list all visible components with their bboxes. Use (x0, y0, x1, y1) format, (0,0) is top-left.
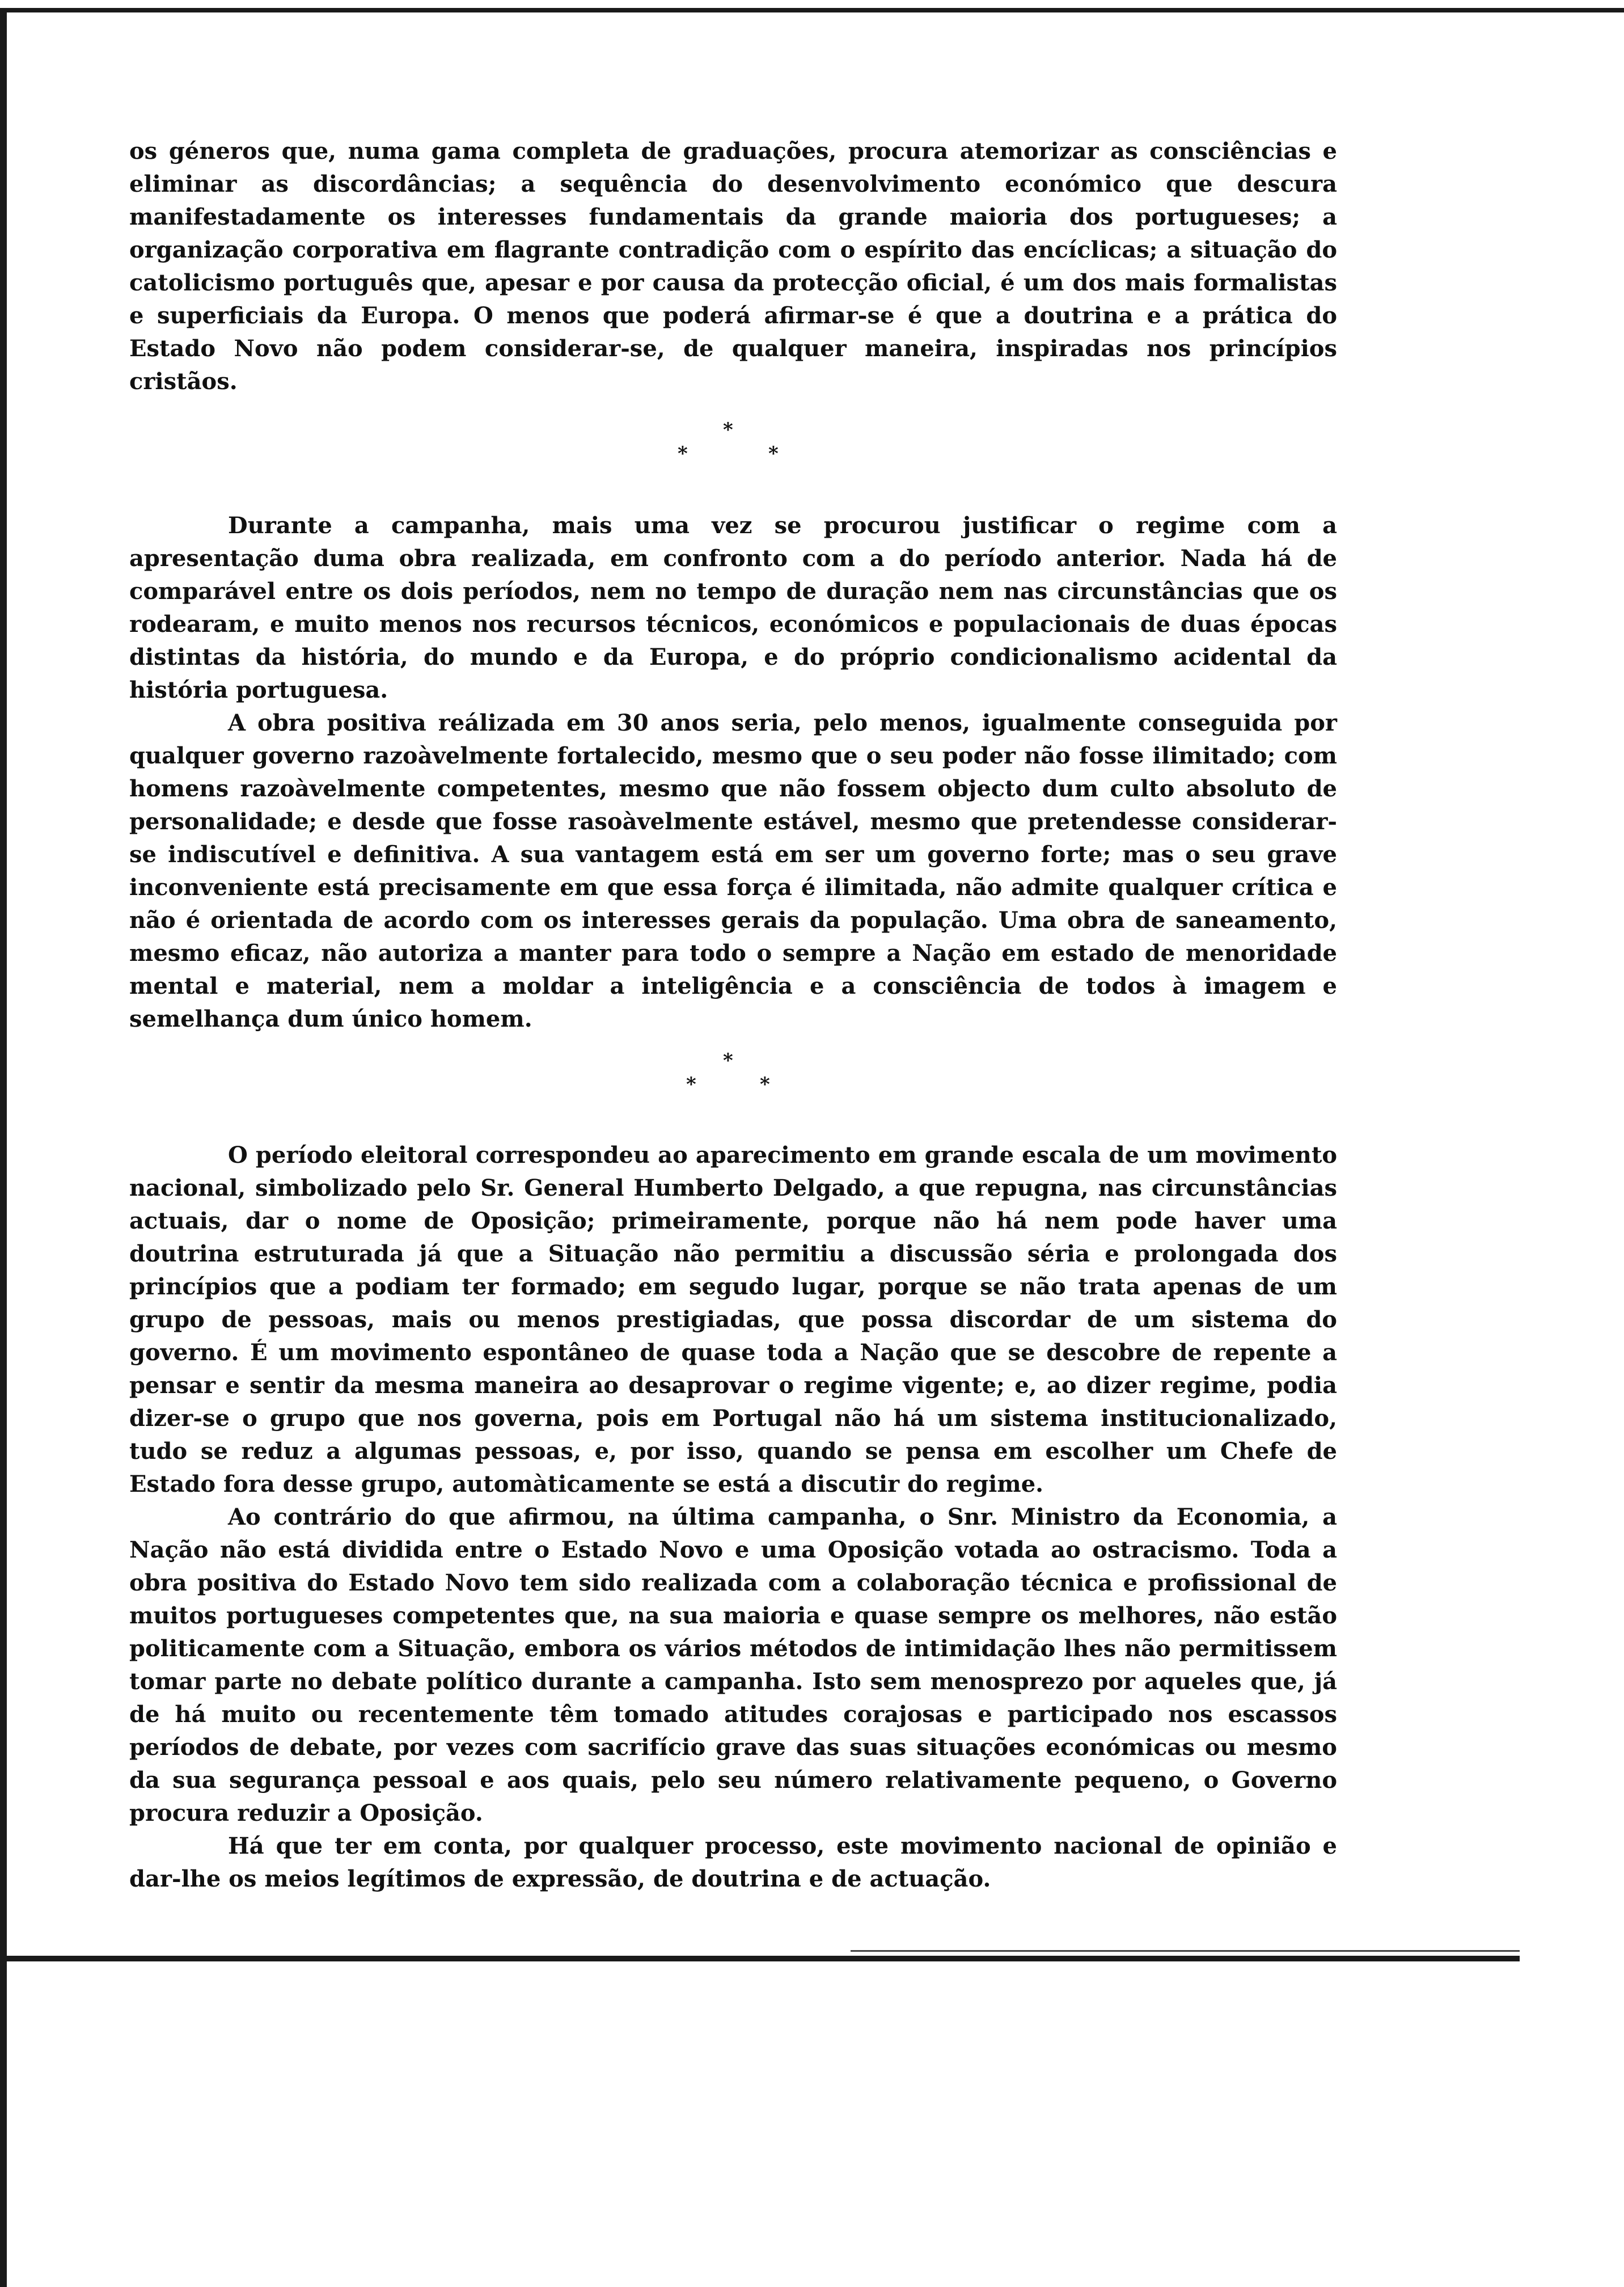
text-block-1 (129, 135, 1337, 398)
paragraph-3: A obra positiva reálizada em 30 anos seria, pelo menos, igualmente conseguida por qualquer governo razoàvelmente fortalecido, mesmo que o seu poder não fosse ilimitado; com homens razoàvelmente competentes, mesmo que não fossem objecto dum culto absoluto de personalidade; e desde que fosse rasoàvelmente estável, mesmo que pretendesse considerar-se indiscutível e definitiva. A sua vantagem está em ser um governo forte; mas o seu grave inconveniente está precisamente em que essa força é ilimitada, não admite qualquer crítica e não é orientada de acordo com os interesses gerais da população. Uma obra de saneamento, mesmo eficaz, não autoriza a manter para todo o sempre a Nação em estado de menoridade mental e material, nem a moldar a inteligência e a consciência de todos à imagem e semelhança dum único homem. (129, 710, 1337, 1032)
paragraph-1: os géneros que, numa gama completa de graduações, procura atemorizar as consciências e eliminar as discordâncias; a sequência do desenvolvimento económico que descura manifestadamente os interesses fundamentais da grande maioria dos portugueses; a organização corporativa em flagrante contradição com o espírito das encíclicas; a situação do catolicismo português que, apesar e por causa da protecção oficial, é um dos mais formalistas e superficiais da Europa. O menos que poderá afirmar-se é que a doutrina e a prática do Estado Novo não podem considerar-se, de qualquer maneira, inspiradas nos princípios cristãos. (129, 138, 1337, 395)
paragraph-6: Há que ter em conta, por qualquer processo, este movimento nacional de opinião e dar-lhe os meios legítimos de expressão, de doutrina e de actuação. (129, 1833, 1337, 1892)
section-separator-2: * * * (686, 1049, 770, 1096)
page-border-bottom (0, 1956, 1520, 1961)
paragraph-5: Ao contrário do que afirmou, na última campanha, o Snr. Ministro da Economia, a Nação não está dividida entre o Estado Novo e uma Oposição votada ao ostracismo. Toda a obra positiva do Estado Novo tem sido realizada com a colaboração técnica e profissional de muitos portugueses competentes que, na sua maioria e quase sempre os melhores, não estão politicamente com a Situação, embora os vários métodos de intimidação lhes não permitissem tomar parte no debate político durante a campanha. Isto sem menosprezo por aqueles que, já de há muito ou recentemente têm tomado atitudes corajosas e participado nos escassos períodos de debate, por vezes com sacrifício grave das suas situações económicas ou mesmo da sua segurança pessoal e aos quais, pelo seu número relativamente pequeno, o Governo procura reduzir a Oposição. (129, 1504, 1337, 1826)
text-block-3 (129, 1139, 1337, 1896)
page-border-left (0, 8, 7, 2287)
section-separator-1: * * * (678, 419, 779, 465)
page-border-bottom-rule (851, 1950, 1520, 1952)
paragraph-4: O período eleitoral correspondeu ao aparecimento em grande escala de um movimento nacional, simbolizado pelo Sr. General Humberto Delgado, a que repugna, nas circunstâncias actuais, dar o nome de Oposição; primeiramente, porque não há nem pode haver uma doutrina estruturada já que a Situação não permitiu a discussão séria e prolongada dos princípios que a podiam ter formado; em segudo lugar, porque se não trata apenas de um grupo de pessoas, mais ou menos prestigiadas, que possa discordar de um sistema do governo. É um movimento espontâneo de quase toda a Nação que se descobre de repente a pensar e sentir da mesma maneira ao desaprovar o regime vigente; e, ao dizer regime, podia dizer-se o grupo que nos governa, pois em Portugal não há um sistema institucionalizado, tudo se reduz a algumas pessoas, e, por isso, quando se pensa em escolher um Chefe de Estado fora desse grupo, automàticamente se está a discutir do regime. (129, 1142, 1337, 1497)
page-border-top (0, 8, 1624, 12)
text-block-2 (129, 509, 1337, 1036)
paragraph-2: Durante a campanha, mais uma vez se procurou justificar o regime com a apresentação duma obra realizada, em confronto com a do período anterior. Nada há de comparável entre os dois períodos, nem no tempo de duração nem nas circunstâncias que os rodearam, e muito menos nos recursos técnicos, económicos e populacionais de duas épocas distintas da história, do mundo e da Europa, e do próprio condicionalismo acidental da história portuguesa. (129, 512, 1337, 703)
